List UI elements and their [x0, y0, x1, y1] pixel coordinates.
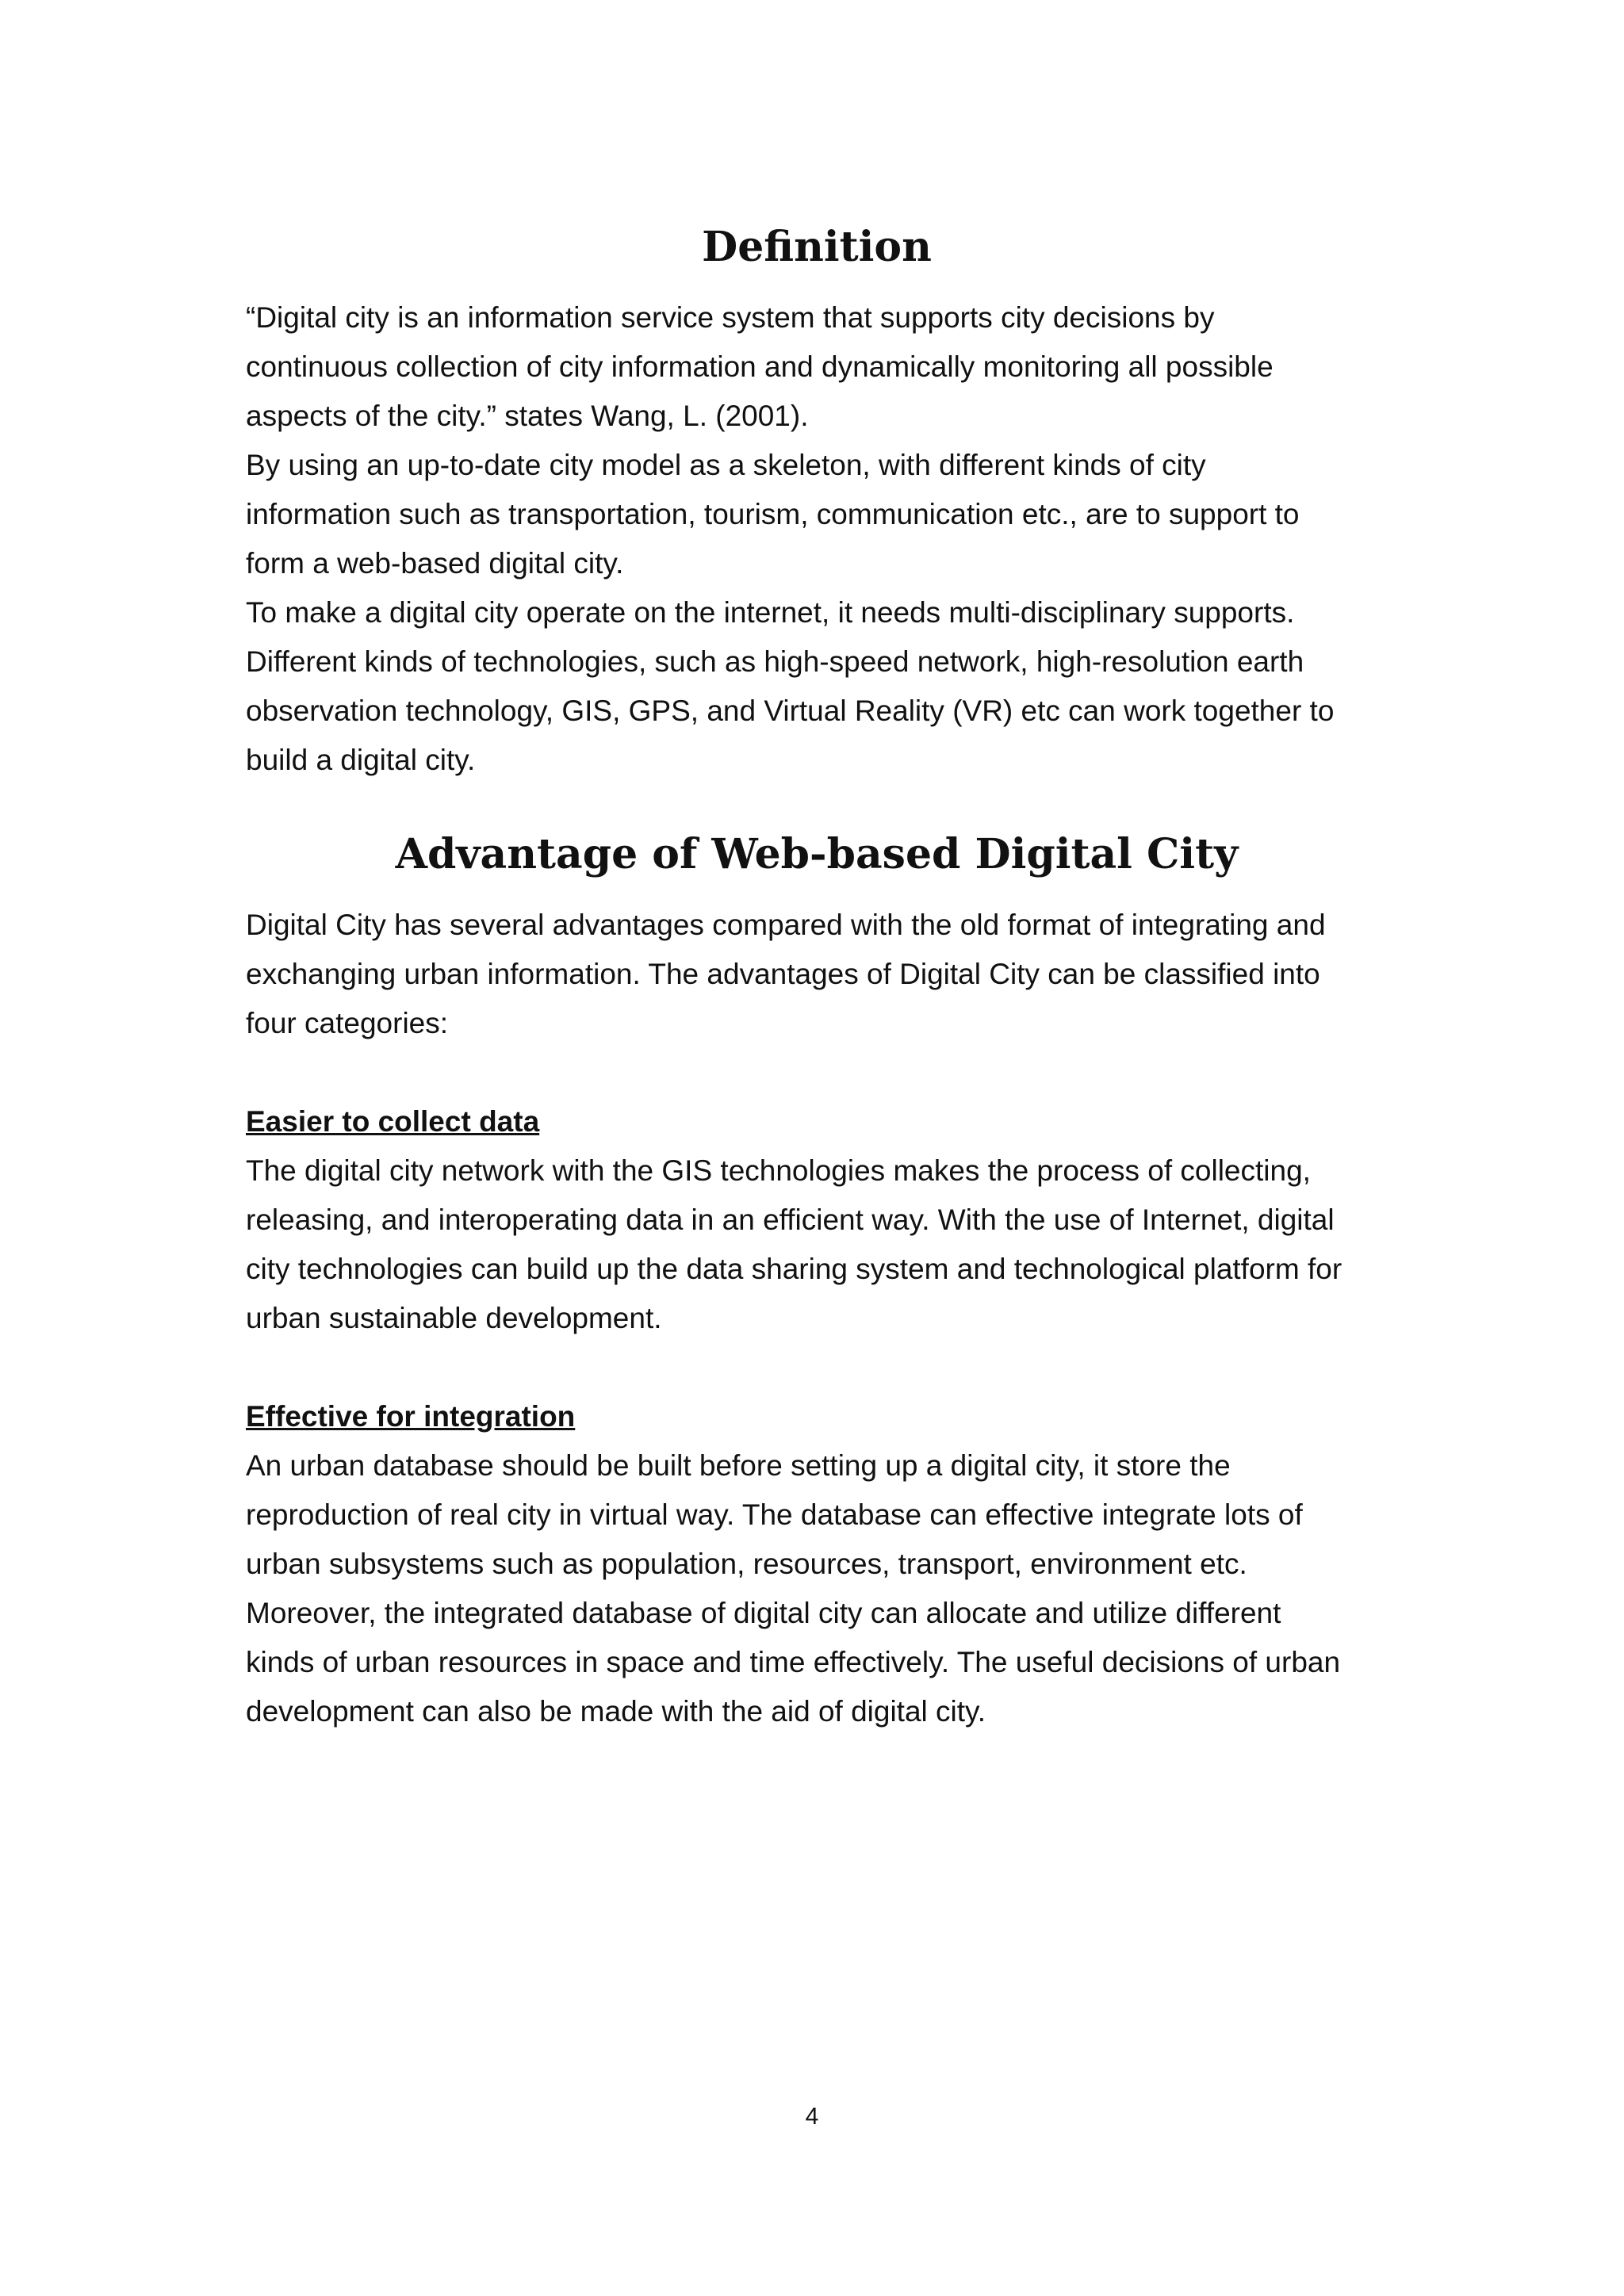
text-line: The digital city network with the GIS technologies makes the process of collecting,: [246, 1154, 1311, 1187]
advantage-title: Advantage of Web-based Digital City: [395, 830, 1239, 878]
text-line: four categories:: [246, 1007, 449, 1039]
text-line: information such as transportation, tourism, communication etc., are to support to: [246, 498, 1300, 530]
advantage-intro-paragraph: [246, 901, 1388, 1048]
text-line: Digital City has several advantages compared with the old format of integrating and: [246, 909, 1326, 941]
integration-paragraph: [246, 1441, 1388, 1736]
page-content: [246, 216, 1388, 1736]
text-line: form a web-based digital city.: [246, 547, 624, 580]
text-line: By using an up-to-date city model as a skeleton, with different kinds of city: [246, 449, 1206, 481]
text-line: aspects of the city.” states Wang, L. (2001).: [246, 400, 809, 432]
subheading-collect-data: Easier to collect data: [246, 1105, 540, 1138]
text-line: urban sustainable development.: [246, 1302, 662, 1334]
text-line: reproduction of real city in virtual way. The database can effective integrate lots of: [246, 1498, 1303, 1531]
text-line: exchanging urban information. The advantages of Digital City can be classified into: [246, 958, 1320, 990]
text-line: urban subsystems such as population, resources, transport, environment etc.: [246, 1548, 1247, 1580]
text-line: releasing, and interoperating data in an efficient way. With the use of Internet, digital: [246, 1203, 1335, 1236]
text-line: continuous collection of city information and dynamically monitoring all possible: [246, 350, 1274, 383]
text-line: Moreover, the integrated database of digital city can allocate and utilize different: [246, 1597, 1281, 1629]
text-line: kinds of urban resources in space and time effectively. The useful decisions of urban: [246, 1646, 1341, 1678]
page-number: 4: [805, 2103, 819, 2130]
text-line: development can also be made with the aid of digital city.: [246, 1695, 986, 1728]
text-line: observation technology, GIS, GPS, and Virtual Reality (VR) etc can work together to: [246, 695, 1335, 727]
text-line: To make a digital city operate on the internet, it needs multi-disciplinary supports.: [246, 596, 1295, 629]
collect-data-paragraph: [246, 1146, 1388, 1343]
text-line: An urban database should be built before setting up a digital city, it store the: [246, 1449, 1231, 1482]
text-line: Different kinds of technologies, such as high-speed network, high-resolution earth: [246, 645, 1304, 678]
text-line: build a digital city.: [246, 744, 476, 776]
text-line: city technologies can build up the data sharing system and technological platform for: [246, 1253, 1342, 1285]
text-line: “Digital city is an information service system that supports city decisions by: [246, 301, 1215, 334]
definition-paragraph: [246, 293, 1388, 785]
subheading-integration: Effective for integration: [246, 1400, 576, 1433]
definition-title: Definition: [702, 223, 932, 271]
